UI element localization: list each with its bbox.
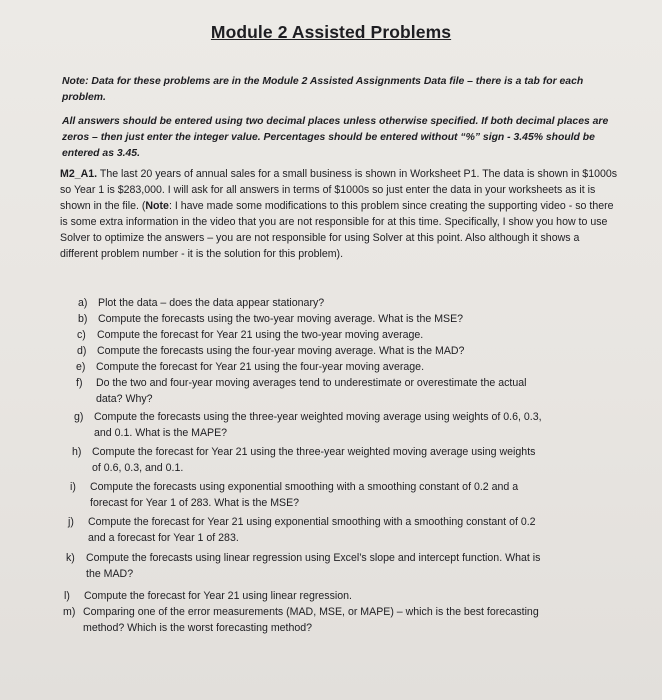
question-label: j) <box>68 516 74 528</box>
question-item <box>78 311 638 327</box>
question-text-continued: method? Which is the worst forecasting method? <box>83 622 313 634</box>
question-text: Plot the data – does the data appear stationary? <box>98 297 325 309</box>
answer-format-note: All answers should be entered using two decimal places unless otherwise specified. If both decimal places are zeros – then just enter the integer value. Percentages should be entered without “%” sign - 3.45% should be entered as 3.45. <box>62 116 609 159</box>
question-text: Compute the forecast for Year 21 using the two-year moving average. <box>97 329 424 341</box>
question-text: Compute the forecasts using exponential smoothing with a smoothing constant of 0.2 and a <box>90 481 519 493</box>
question-text: Compute the forecasts using the two-year moving average. What is the MSE? <box>98 313 464 325</box>
question-label: f) <box>76 377 83 389</box>
page-title: Module 2 Assisted Problems <box>210 22 452 42</box>
question-item <box>74 409 634 441</box>
question-label: a) <box>78 297 88 309</box>
question-text-continued: forecast for Year 1 of 283. What is the MSE? <box>90 497 300 509</box>
data-file-note: Note: Data for these problems are in the Module 2 Assisted Assignments Data file – there is a tab for each problem. <box>62 76 584 103</box>
question-label: l) <box>64 590 70 602</box>
question-item <box>76 359 636 375</box>
question-item <box>76 375 636 407</box>
note-label: Note <box>145 200 169 212</box>
question-text: Compute the forecast for Year 21 using the four-year moving average. <box>96 361 425 373</box>
question-item <box>63 604 623 636</box>
question-label: c) <box>77 329 86 341</box>
question-text: Compute the forecast for Year 21 using linear regression. <box>84 590 352 602</box>
question-text: Do the two and four-year moving averages tend to underestimate or overestimate the actual <box>96 377 527 389</box>
question-label: e) <box>76 361 86 373</box>
problem-text-2: : I have made some modifications to this problem since creating the supporting video - so there is some extra information in the video that you are not responsible for at this time. Specifically, I show you how to use Solver to optimize the answers – you are not responsible for using Solver at this point. Also although it shows a different problem number - it is the solution for this problem). <box>60 200 614 260</box>
question-text-continued: and 0.1. What is the MAPE? <box>94 427 228 439</box>
question-item <box>72 444 632 476</box>
question-text: Compute the forecasts using linear regression using Excel’s slope and intercept function. What is <box>86 552 541 564</box>
question-text: Compute the forecast for Year 21 using exponential smoothing with a smoothing constant of 0.2 <box>88 516 536 528</box>
question-label: m) <box>63 606 76 618</box>
question-label: b) <box>78 313 88 325</box>
question-item <box>78 295 638 311</box>
question-text-continued: data? Why? <box>96 393 153 405</box>
question-label: d) <box>77 345 87 357</box>
question-text-continued: and a forecast for Year 1 of 283. <box>88 532 239 544</box>
question-label: h) <box>72 446 82 458</box>
question-item <box>66 550 626 582</box>
question-item <box>77 327 637 343</box>
question-item <box>77 343 637 359</box>
question-text: Compute the forecast for Year 21 using the three-year weighted moving average using weights <box>92 446 536 458</box>
problem-text-1: The last 20 years of annual sales for a small business is shown in Worksheet P1. The data is shown in $1000s so Year 1 is $283,000. I will ask for all answers in terms of $1000s so just enter the data in your worksheets as it is shown in the file. ( <box>60 168 618 212</box>
question-label: g) <box>74 411 84 423</box>
question-label: k) <box>66 552 75 564</box>
question-text: Compute the forecasts using the three-year weighted moving average using weights of 0.6, 0.3, <box>94 411 542 423</box>
problem-id: M2_A1. <box>60 168 98 180</box>
question-label: i) <box>70 481 76 493</box>
question-text: Compute the forecasts using the four-year moving average. What is the MAD? <box>97 345 465 357</box>
question-item <box>64 588 624 604</box>
problem-description <box>60 166 620 262</box>
question-item <box>70 479 630 511</box>
question-text-continued: of 0.6, 0.3, and 0.1. <box>92 462 184 474</box>
question-item <box>68 514 628 546</box>
question-text-continued: the MAD? <box>86 568 134 580</box>
question-text: Comparing one of the error measurements (MAD, MSE, or MAPE) – which is the best forecasting <box>83 606 539 618</box>
